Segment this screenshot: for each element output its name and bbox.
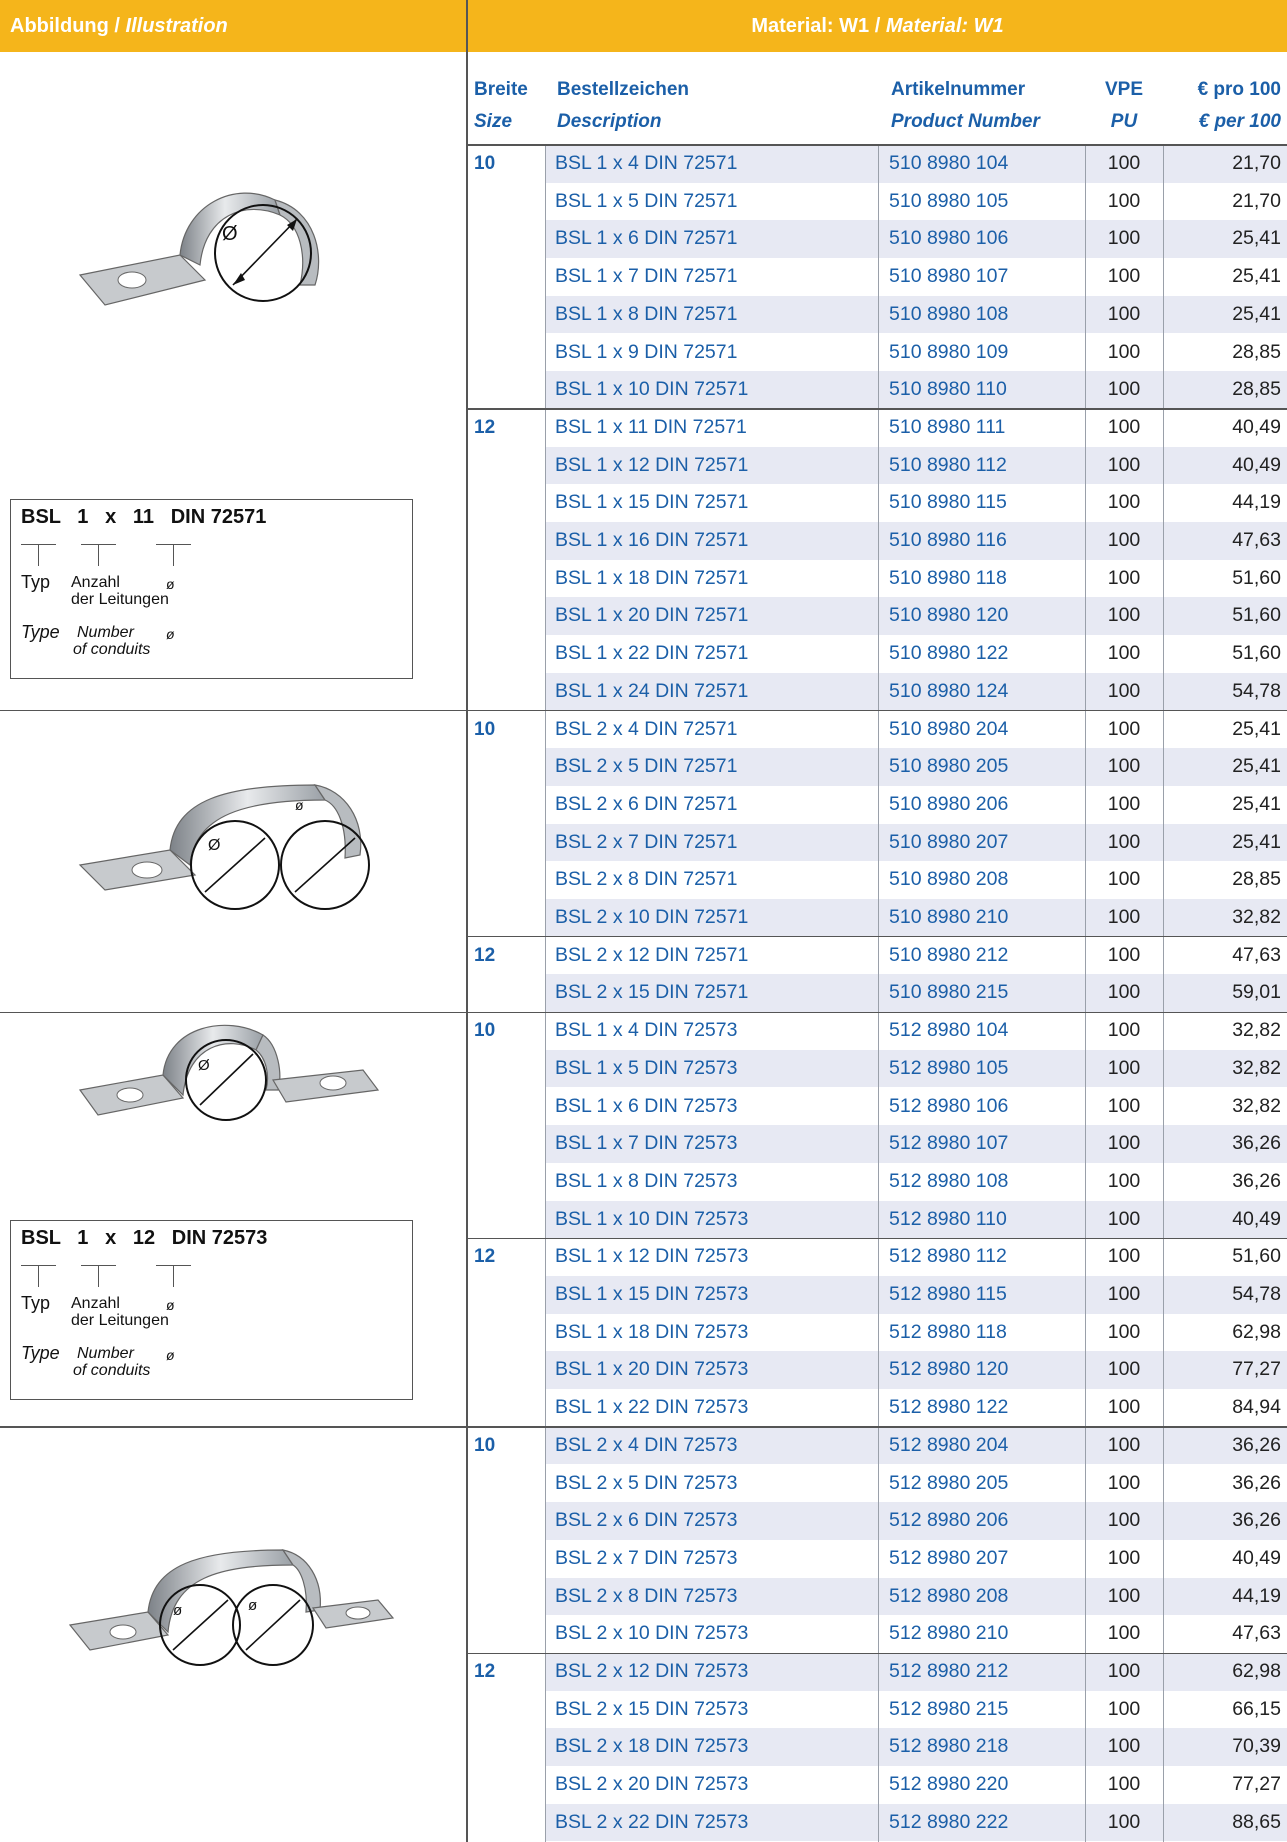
price-cell: 44,19 <box>1232 491 1281 514</box>
price-cell: 32,82 <box>1232 1019 1281 1042</box>
table-row <box>545 673 1287 711</box>
product-number-cell: 512 8980 204 <box>889 1433 1009 1456</box>
table-row <box>545 748 1287 786</box>
grid-line <box>466 1653 1287 1654</box>
description-cell: BSL 2 x 6 DIN 72573 <box>555 1509 738 1532</box>
grid-line <box>466 936 1287 937</box>
product-number-cell: 512 8980 222 <box>889 1810 1009 1833</box>
price-cell: 36,26 <box>1232 1132 1281 1155</box>
colhead-pu <box>1097 74 1151 138</box>
pu-cell: 100 <box>1107 604 1141 627</box>
table-row <box>545 1427 1287 1465</box>
table-row <box>545 597 1287 635</box>
product-number-cell: 510 8980 107 <box>889 265 1009 288</box>
description-cell: BSL 1 x 16 DIN 72571 <box>555 529 749 551</box>
price-cell: 25,41 <box>1232 302 1281 325</box>
diameter-label: Ø <box>198 1057 210 1074</box>
pu-cell: 100 <box>1107 1358 1141 1381</box>
description-cell: BSL 2 x 15 DIN 72571 <box>555 981 749 1004</box>
pu-cell: 100 <box>1107 679 1141 702</box>
description-cell: BSL 1 x 6 DIN 72573 <box>555 1094 738 1117</box>
pu-cell: 100 <box>1107 1773 1141 1796</box>
pu-cell: 100 <box>1107 642 1141 665</box>
size-label: 10 <box>474 1020 496 1042</box>
description-cell: BSL 2 x 8 DIN 72571 <box>555 868 738 891</box>
pu-cell: 100 <box>1107 1207 1141 1230</box>
designation-key-title: BSL 1 x 11 DIN 72571 <box>21 506 267 528</box>
table-row <box>545 1728 1287 1766</box>
product-number-cell: 510 8980 122 <box>889 642 1009 665</box>
header-material <box>468 0 1287 52</box>
price-cell: 21,70 <box>1232 189 1281 212</box>
pu-cell: 100 <box>1107 453 1141 476</box>
product-number-cell: 512 8980 120 <box>889 1358 1009 1381</box>
price-cell: 47,63 <box>1232 529 1281 551</box>
grid-line <box>466 0 468 1842</box>
product-number-cell: 512 8980 108 <box>889 1169 1009 1192</box>
description-cell: BSL 1 x 10 DIN 72573 <box>555 1207 749 1230</box>
table-row <box>545 1088 1287 1126</box>
pu-cell: 100 <box>1107 1056 1141 1079</box>
price-cell: 51,60 <box>1232 642 1281 665</box>
product-number-cell: 512 8980 220 <box>889 1773 1009 1796</box>
price-cell: 66,15 <box>1232 1697 1281 1720</box>
table-row <box>545 560 1287 598</box>
price-cell: 28,85 <box>1232 340 1281 363</box>
key-number: Number <box>77 1345 134 1362</box>
pu-cell: 100 <box>1107 227 1141 250</box>
description-cell: BSL 2 x 10 DIN 72573 <box>555 1622 749 1645</box>
product-number-cell: 512 8980 212 <box>889 1660 1009 1682</box>
grid-line <box>1163 145 1164 1842</box>
colhead-product-number-de: Artikelnummer <box>891 79 1026 100</box>
colhead-size-en: Size <box>474 111 513 132</box>
product-number-cell: 512 8980 210 <box>889 1622 1009 1645</box>
table-row <box>545 899 1287 937</box>
header-illustration-sep: / <box>108 15 126 37</box>
product-number-cell: 510 8980 110 <box>889 378 1007 401</box>
price-cell: 28,85 <box>1232 378 1281 401</box>
pu-cell: 100 <box>1107 189 1141 212</box>
description-cell: BSL 2 x 22 DIN 72573 <box>555 1810 749 1833</box>
description-cell: BSL 2 x 12 DIN 72573 <box>555 1660 749 1682</box>
product-number-cell: 510 8980 120 <box>889 604 1009 627</box>
designation-key-72571 <box>10 499 413 679</box>
diameter-label: Ø <box>208 837 221 854</box>
price-cell: 36,26 <box>1232 1433 1281 1456</box>
pu-cell: 100 <box>1107 491 1141 514</box>
description-cell: BSL 1 x 10 DIN 72571 <box>555 378 749 401</box>
price-cell: 62,98 <box>1232 1660 1281 1682</box>
pu-cell: 100 <box>1107 1132 1141 1155</box>
price-cell: 51,60 <box>1232 604 1281 627</box>
pu-cell: 100 <box>1107 1245 1141 1268</box>
product-number-cell: 512 8980 106 <box>889 1094 1009 1117</box>
size-label: 10 <box>474 153 496 174</box>
price-cell: 84,94 <box>1232 1396 1281 1419</box>
key-dia-en: ø <box>166 1347 175 1363</box>
table-row <box>545 1540 1287 1578</box>
table-row <box>545 409 1287 447</box>
colhead-price-de: € pro 100 <box>1197 79 1281 100</box>
grid-line <box>0 1012 1287 1013</box>
key-anzahl: Anzahl <box>71 1295 120 1312</box>
table-row <box>545 711 1287 749</box>
table-row <box>545 484 1287 522</box>
pu-cell: 100 <box>1107 981 1141 1004</box>
product-number-cell: 510 8980 208 <box>889 868 1009 891</box>
description-cell: BSL 2 x 4 DIN 72573 <box>555 1433 738 1456</box>
table-row <box>545 635 1287 673</box>
description-cell: BSL 1 x 24 DIN 72571 <box>555 679 749 702</box>
price-cell: 32,82 <box>1232 1056 1281 1079</box>
table-row <box>545 371 1287 409</box>
header-illustration-en: Illustration <box>125 15 228 37</box>
table-row <box>545 1465 1287 1503</box>
description-cell: BSL 2 x 8 DIN 72573 <box>555 1584 738 1607</box>
key-number: Number <box>77 624 134 641</box>
colhead-size <box>474 74 528 138</box>
product-number-cell: 510 8980 205 <box>889 755 1009 778</box>
key-der-leitungen: der Leitungen <box>71 591 169 608</box>
colhead-price-en: € per 100 <box>1198 111 1281 132</box>
price-cell: 25,41 <box>1232 227 1281 250</box>
table-row <box>545 1276 1287 1314</box>
description-cell: BSL 1 x 15 DIN 72571 <box>555 491 749 514</box>
grid-line <box>1085 145 1086 1842</box>
description-cell: BSL 1 x 8 DIN 72571 <box>555 302 738 325</box>
price-cell: 25,41 <box>1232 792 1281 815</box>
description-cell: BSL 1 x 15 DIN 72573 <box>555 1283 749 1305</box>
table-row <box>545 1615 1287 1653</box>
price-cell: 44,19 <box>1232 1584 1281 1607</box>
size-label: 10 <box>474 1434 496 1456</box>
description-cell: BSL 1 x 22 DIN 72571 <box>555 642 749 665</box>
description-cell: BSL 1 x 11 DIN 72571 <box>555 415 747 438</box>
price-cell: 62,98 <box>1232 1320 1281 1343</box>
product-number-cell: 512 8980 205 <box>889 1471 1009 1494</box>
product-number-cell: 510 8980 104 <box>889 152 1009 174</box>
grid-line <box>545 145 546 1842</box>
price-cell: 32,82 <box>1232 1094 1281 1117</box>
key-dia: ø <box>166 576 175 592</box>
description-cell: BSL 1 x 5 DIN 72573 <box>555 1056 738 1079</box>
table-row <box>545 1691 1287 1729</box>
pu-cell: 100 <box>1107 1283 1141 1305</box>
pu-cell: 100 <box>1107 1094 1141 1117</box>
description-cell: BSL 1 x 4 DIN 72573 <box>555 1019 738 1042</box>
diameter-label: ø <box>295 797 304 813</box>
price-cell: 25,41 <box>1232 265 1281 288</box>
diameter-label: ø <box>173 1602 183 1619</box>
table-row <box>545 1389 1287 1427</box>
pu-cell: 100 <box>1107 1697 1141 1720</box>
pu-cell: 100 <box>1107 302 1141 325</box>
description-cell: BSL 2 x 12 DIN 72571 <box>555 943 749 966</box>
price-cell: 40,49 <box>1232 415 1281 438</box>
colhead-pu-en: PU <box>1110 111 1138 132</box>
price-cell: 47,63 <box>1232 943 1281 966</box>
header-material-de: Material: W1 <box>751 15 870 37</box>
table-row <box>545 1804 1287 1842</box>
clip-double-72573-illustration <box>68 1540 398 1690</box>
description-cell: BSL 2 x 20 DIN 72573 <box>555 1773 749 1796</box>
price-cell: 70,39 <box>1232 1735 1281 1758</box>
product-number-cell: 512 8980 110 <box>889 1207 1007 1230</box>
table-row <box>545 1238 1287 1276</box>
pu-cell: 100 <box>1107 1509 1141 1532</box>
price-cell: 36,26 <box>1232 1169 1281 1192</box>
designation-key-title: BSL 1 x 12 DIN 72573 <box>21 1227 268 1249</box>
table-row <box>545 1314 1287 1352</box>
product-number-cell: 512 8980 218 <box>889 1735 1009 1758</box>
pu-cell: 100 <box>1107 868 1141 891</box>
grid-line <box>466 1238 1287 1239</box>
product-number-cell: 510 8980 115 <box>889 491 1007 514</box>
product-number-cell: 510 8980 112 <box>889 453 1007 476</box>
pu-cell: 100 <box>1107 152 1141 174</box>
table-row <box>545 1578 1287 1616</box>
grid-line <box>878 145 879 1842</box>
product-number-cell: 510 8980 109 <box>889 340 1009 363</box>
key-typ: Typ <box>21 572 51 592</box>
pu-cell: 100 <box>1107 1019 1141 1042</box>
pu-cell: 100 <box>1107 1660 1141 1682</box>
price-cell: 32,82 <box>1232 906 1281 928</box>
price-cell: 25,41 <box>1232 830 1281 853</box>
colhead-description <box>557 74 689 138</box>
colhead-product-number <box>891 74 1040 138</box>
table-row <box>545 1050 1287 1088</box>
table-row <box>545 1201 1287 1239</box>
table-row <box>545 974 1287 1012</box>
description-cell: BSL 1 x 6 DIN 72571 <box>555 227 738 250</box>
table-row <box>545 1766 1287 1804</box>
description-cell: BSL 2 x 10 DIN 72571 <box>555 906 749 928</box>
table-row <box>545 522 1287 560</box>
pu-cell: 100 <box>1107 1471 1141 1494</box>
pu-cell: 100 <box>1107 1810 1141 1833</box>
price-cell: 28,85 <box>1232 868 1281 891</box>
table-row <box>545 861 1287 899</box>
table-row <box>545 183 1287 221</box>
pu-cell: 100 <box>1107 1320 1141 1343</box>
price-cell: 21,70 <box>1232 152 1281 174</box>
table-row <box>545 145 1287 183</box>
price-cell: 40,49 <box>1232 453 1281 476</box>
price-cell: 47,63 <box>1232 1622 1281 1645</box>
key-dia: ø <box>166 1297 175 1313</box>
description-cell: BSL 1 x 18 DIN 72571 <box>555 566 749 589</box>
pu-cell: 100 <box>1107 529 1141 551</box>
product-number-cell: 512 8980 112 <box>889 1245 1007 1268</box>
product-number-cell: 512 8980 208 <box>889 1584 1009 1607</box>
product-number-cell: 510 8980 204 <box>889 717 1009 740</box>
table-row <box>545 220 1287 258</box>
price-cell: 77,27 <box>1232 1773 1281 1796</box>
product-number-cell: 512 8980 105 <box>889 1056 1009 1079</box>
product-number-cell: 512 8980 107 <box>889 1132 1009 1155</box>
price-cell: 36,26 <box>1232 1509 1281 1532</box>
colhead-product-number-en: Product Number <box>891 111 1040 132</box>
header-illustration-de: Abbildung <box>10 15 109 37</box>
pu-cell: 100 <box>1107 566 1141 589</box>
pu-cell: 100 <box>1107 717 1141 740</box>
description-cell: BSL 2 x 5 DIN 72573 <box>555 1471 738 1494</box>
pu-cell: 100 <box>1107 1622 1141 1645</box>
pu-cell: 100 <box>1107 415 1141 438</box>
description-cell: BSL 1 x 20 DIN 72573 <box>555 1358 749 1381</box>
key-typ: Typ <box>21 1293 51 1313</box>
price-cell: 25,41 <box>1232 755 1281 778</box>
pu-cell: 100 <box>1107 1584 1141 1607</box>
colhead-pu-de: VPE <box>1104 79 1144 100</box>
size-label: 12 <box>474 1246 496 1268</box>
table-row <box>545 824 1287 862</box>
product-number-cell: 512 8980 207 <box>889 1546 1009 1569</box>
grid-line <box>466 144 1287 146</box>
product-number-cell: 512 8980 122 <box>889 1396 1009 1419</box>
size-label: 12 <box>474 944 496 966</box>
pu-cell: 100 <box>1107 340 1141 363</box>
product-number-cell: 510 8980 106 <box>889 227 1009 250</box>
pu-cell: 100 <box>1107 1433 1141 1456</box>
price-cell: 36,26 <box>1232 1471 1281 1494</box>
product-number-cell: 510 8980 111 <box>889 415 1006 438</box>
pu-cell: 100 <box>1107 1546 1141 1569</box>
price-cell: 51,60 <box>1232 566 1281 589</box>
pu-cell: 100 <box>1107 755 1141 778</box>
designation-key-72573 <box>10 1220 413 1400</box>
description-cell: BSL 2 x 15 DIN 72573 <box>555 1697 749 1720</box>
size-label: 10 <box>474 718 496 740</box>
size-label: 12 <box>474 1661 496 1682</box>
pu-cell: 100 <box>1107 943 1141 966</box>
product-number-cell: 510 8980 124 <box>889 679 1009 702</box>
product-number-cell: 510 8980 212 <box>889 943 1009 966</box>
description-cell: BSL 1 x 5 DIN 72571 <box>555 189 738 212</box>
description-cell: BSL 1 x 22 DIN 72573 <box>555 1396 749 1419</box>
table-row <box>545 447 1287 485</box>
pu-cell: 100 <box>1107 1169 1141 1192</box>
grid-line <box>0 710 1287 711</box>
description-cell: BSL 1 x 4 DIN 72571 <box>555 152 738 174</box>
product-number-cell: 512 8980 118 <box>889 1320 1007 1343</box>
grid-line <box>466 408 1287 409</box>
description-cell: BSL 1 x 8 DIN 72573 <box>555 1169 738 1192</box>
description-cell: BSL 1 x 9 DIN 72571 <box>555 340 738 363</box>
pu-cell: 100 <box>1107 906 1141 928</box>
description-cell: BSL 2 x 4 DIN 72571 <box>555 717 738 740</box>
product-number-cell: 510 8980 210 <box>889 906 1009 928</box>
pu-cell: 100 <box>1107 792 1141 815</box>
colhead-description-en: Description <box>557 111 662 132</box>
key-dia-en: ø <box>166 626 175 642</box>
header-material-en: Material: W1 <box>885 15 1004 37</box>
description-cell: BSL 1 x 18 DIN 72573 <box>555 1320 749 1343</box>
key-of-conduits: of conduits <box>73 641 151 658</box>
table-row <box>545 1125 1287 1163</box>
product-number-cell: 512 8980 115 <box>889 1283 1007 1305</box>
table-row <box>545 1653 1287 1691</box>
price-cell: 40,49 <box>1232 1207 1281 1230</box>
price-cell: 88,65 <box>1232 1810 1281 1833</box>
description-cell: BSL 1 x 12 DIN 72573 <box>555 1245 749 1268</box>
description-cell: BSL 1 x 7 DIN 72571 <box>555 265 738 288</box>
colhead-size-de: Breite <box>474 79 528 100</box>
clip-double-72571-illustration <box>75 780 395 940</box>
product-number-cell: 510 8980 116 <box>889 529 1007 551</box>
product-number-cell: 510 8980 108 <box>889 302 1009 325</box>
pu-cell: 100 <box>1107 265 1141 288</box>
key-der-leitungen: der Leitungen <box>71 1312 169 1329</box>
table-row <box>545 296 1287 334</box>
key-of-conduits: of conduits <box>73 1362 151 1379</box>
price-cell: 54,78 <box>1232 679 1281 702</box>
table-row <box>545 786 1287 824</box>
table-row <box>545 334 1287 372</box>
table-row <box>545 937 1287 975</box>
header-material-sep: / <box>869 15 886 37</box>
pu-cell: 100 <box>1107 1396 1141 1419</box>
price-cell: 25,41 <box>1232 717 1281 740</box>
size-label: 12 <box>474 416 496 438</box>
product-number-cell: 510 8980 207 <box>889 830 1009 853</box>
pu-cell: 100 <box>1107 1735 1141 1758</box>
diameter-label: ø <box>248 1597 258 1614</box>
description-cell: BSL 1 x 7 DIN 72573 <box>555 1132 738 1155</box>
key-type: Type <box>21 1343 60 1363</box>
price-cell: 40,49 <box>1232 1546 1281 1569</box>
pu-cell: 100 <box>1107 378 1141 401</box>
description-cell: BSL 2 x 6 DIN 72571 <box>555 792 738 815</box>
price-cell: 54,78 <box>1232 1283 1281 1305</box>
table-row <box>545 1502 1287 1540</box>
product-number-cell: 512 8980 215 <box>889 1697 1009 1720</box>
price-cell: 77,27 <box>1232 1358 1281 1381</box>
table-row <box>545 1351 1287 1389</box>
description-cell: BSL 1 x 20 DIN 72571 <box>555 604 749 627</box>
colhead-price <box>1198 74 1281 138</box>
price-cell: 59,01 <box>1232 981 1281 1004</box>
grid-line <box>0 1426 1287 1427</box>
description-cell: BSL 1 x 12 DIN 72571 <box>555 453 749 476</box>
table-row <box>545 1163 1287 1201</box>
description-cell: BSL 2 x 18 DIN 72573 <box>555 1735 749 1758</box>
key-type: Type <box>21 622 60 642</box>
price-cell: 51,60 <box>1232 1245 1281 1268</box>
product-number-cell: 510 8980 118 <box>889 566 1007 589</box>
table-row <box>545 258 1287 296</box>
clip-single-72571-illustration <box>75 185 355 360</box>
product-number-cell: 512 8980 206 <box>889 1509 1009 1532</box>
description-cell: BSL 2 x 7 DIN 72573 <box>555 1546 738 1569</box>
product-number-cell: 510 8980 206 <box>889 792 1009 815</box>
product-number-cell: 512 8980 104 <box>889 1019 1009 1042</box>
colhead-description-de: Bestellzeichen <box>557 79 689 100</box>
product-number-cell: 510 8980 105 <box>889 189 1009 212</box>
description-cell: BSL 2 x 7 DIN 72571 <box>555 830 738 853</box>
pu-cell: 100 <box>1107 830 1141 853</box>
header-illustration <box>0 0 466 52</box>
diameter-label: Ø <box>222 223 238 245</box>
clip-single-72573-illustration <box>78 1020 388 1150</box>
description-cell: BSL 2 x 5 DIN 72571 <box>555 755 738 778</box>
table-row <box>545 1012 1287 1050</box>
product-number-cell: 510 8980 215 <box>889 981 1009 1004</box>
key-anzahl: Anzahl <box>71 574 120 591</box>
